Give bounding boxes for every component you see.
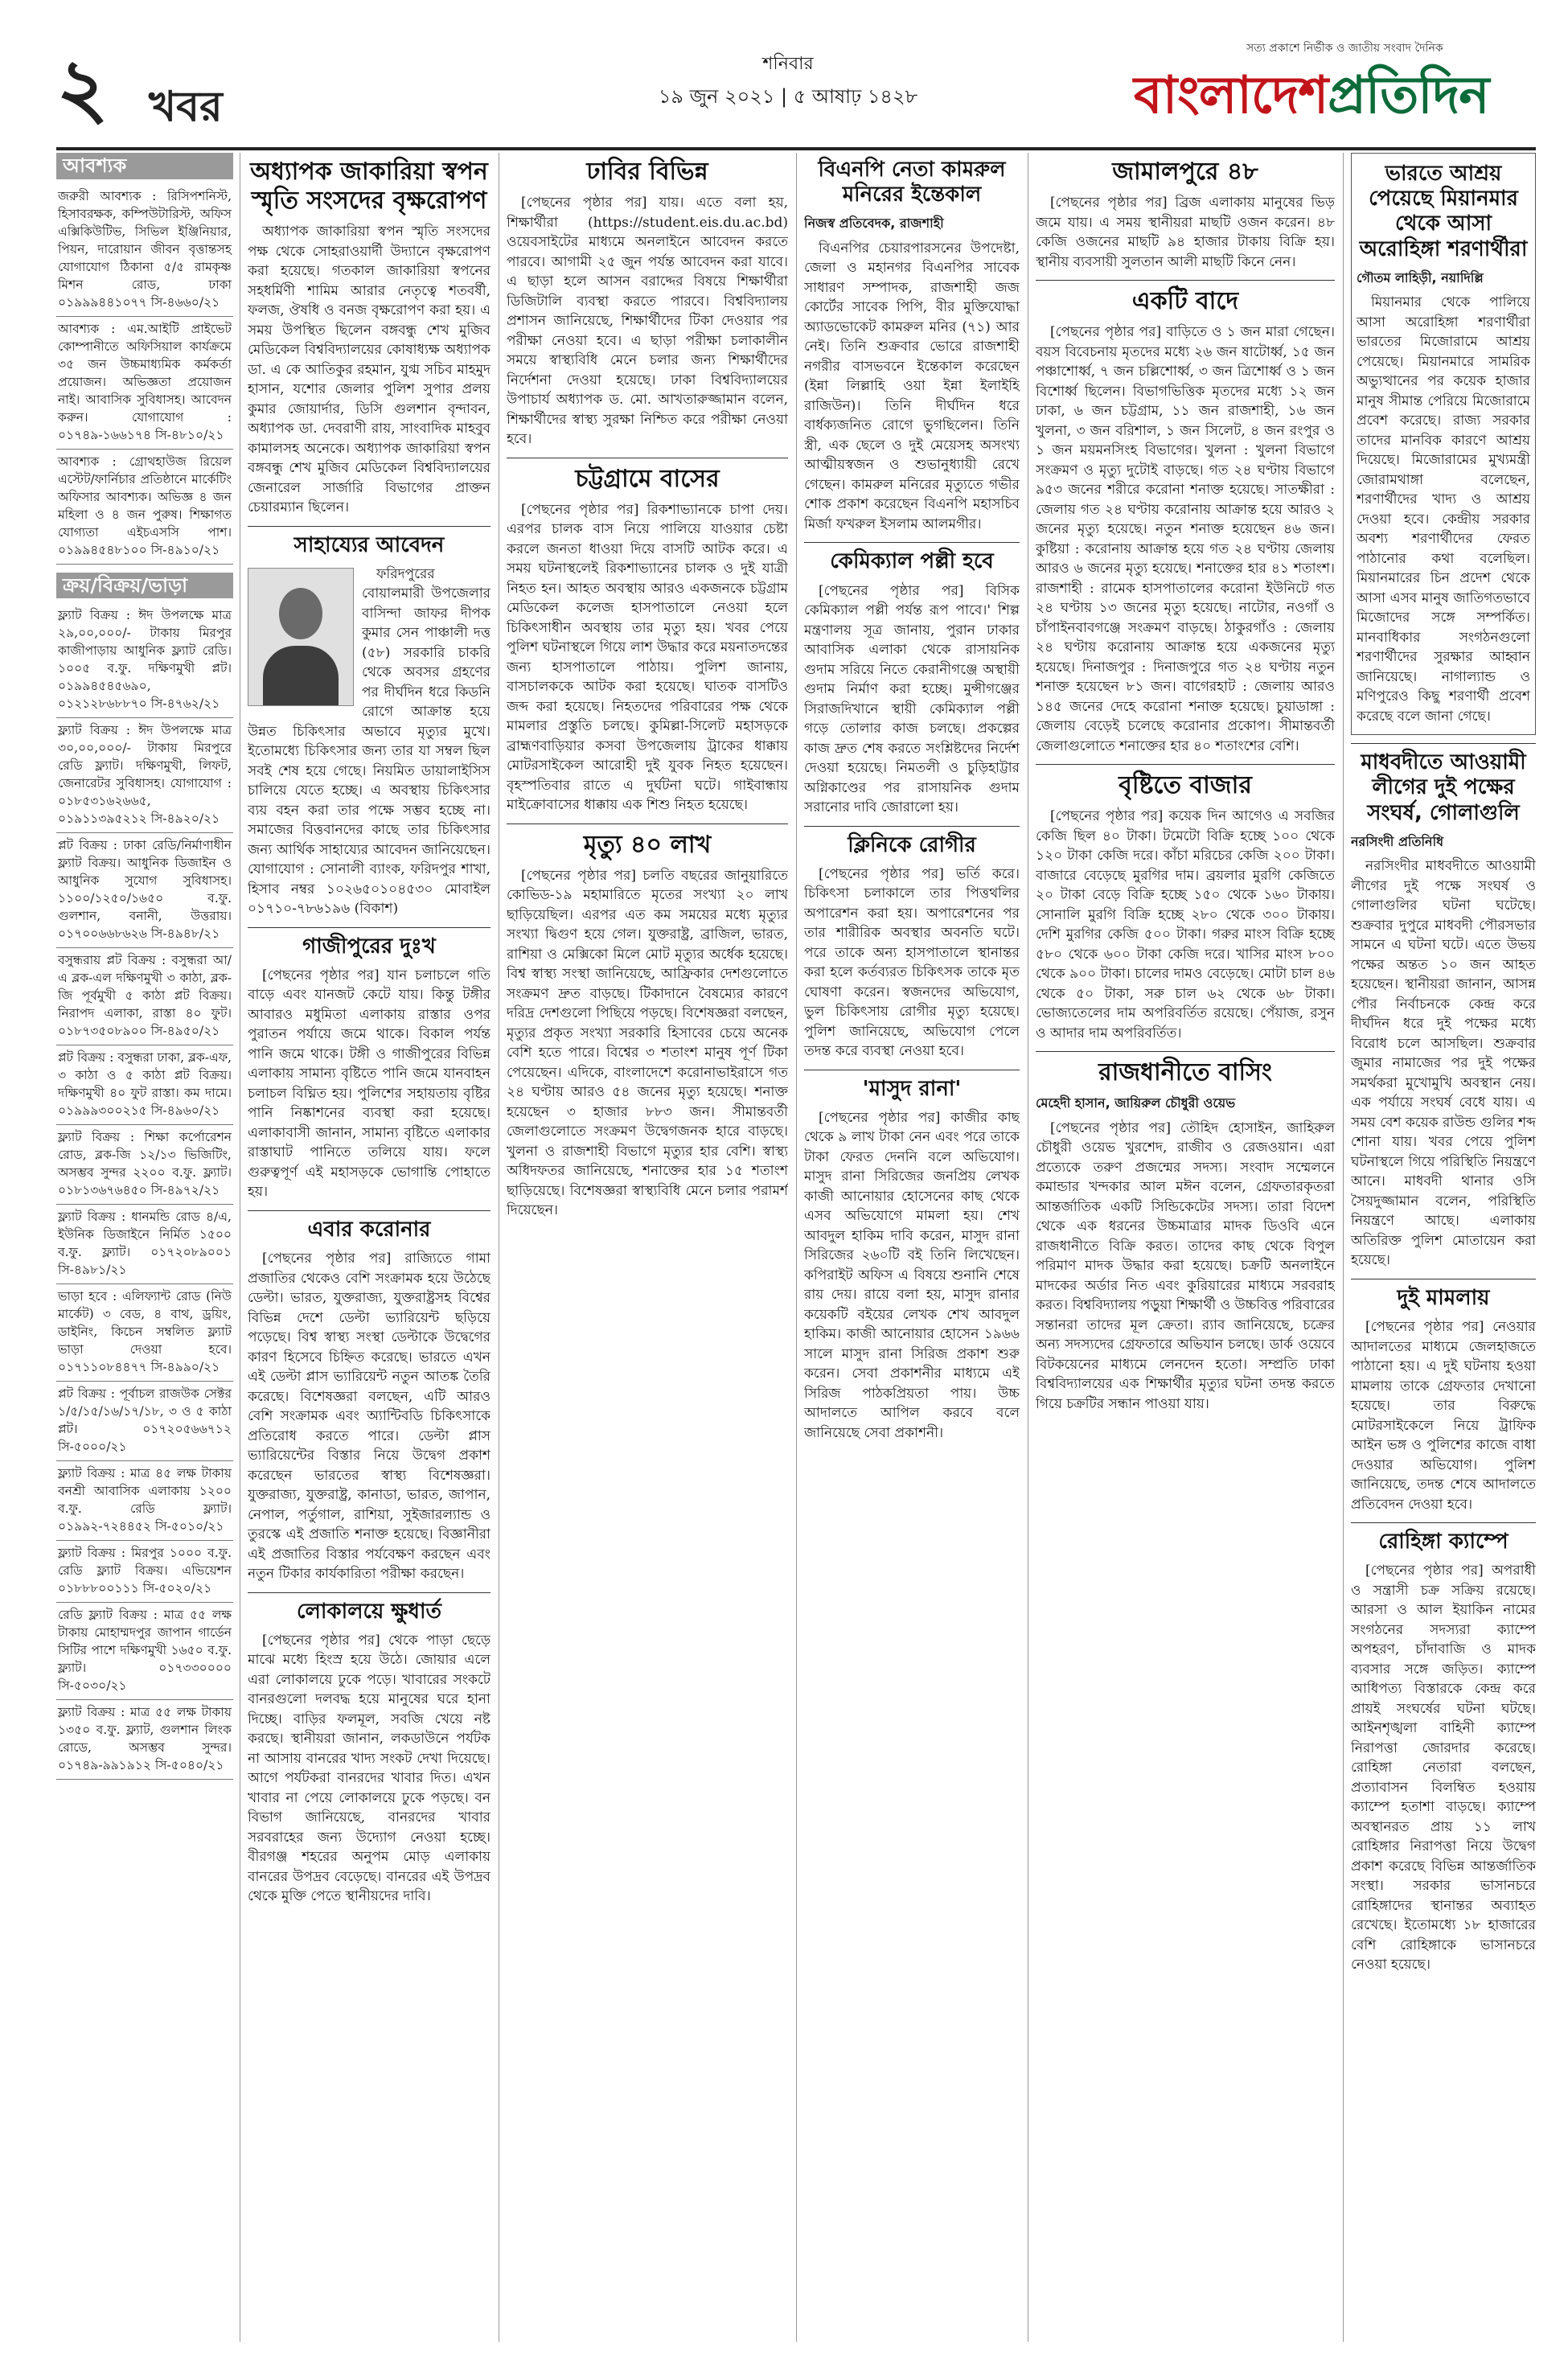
article-body: বিএনপির চেয়ারপারসনের উপদেষ্টা, জেলা ও মহানগর বিএনপির সাবেক সাধারণ সম্পাদক, রাজশাহী জজ কোর্টের সাবেক পিপি, বীর মুক্তিযোদ্ধা অ্যাডভোকেট কামরুল মনির (৭১) আর নেই। তিনি শুক্রবার ভোরে রাজশাহী নগরীর বাসভবনে ইন্তেকাল করেছেন (ইন্না লিল্লাহি ওয়া ইন্না ইলাইহি রাজিউন)। তিনি দীর্ঘদিন ধরে বার্ধক্যজনিত রোগে ভুগছিলেন। তিনি স্ত্রী, এক ছেলে ও দুই মেয়েসহ অসংখ্য আত্মীয়স্বজন ও শুভানুধ্যায়ী রেখে গেছেন। কামরুল মনিরের মৃত্যুতে গভীর শোক প্রকাশ করেছেন বিএনপি মহাসচিব মির্জা ফখরুল ইসলাম আলমগীর। [804, 240, 1020, 532]
logo-green: প্রতিদিন [1328, 66, 1489, 125]
divider [1036, 764, 1335, 765]
headline[interactable]: রোহিঙ্গা ক্যাম্পে [1378, 1530, 1508, 1554]
byline: মেহেদী হাসান, জায়িরুল চৌধুরী ওয়েভ [1036, 1095, 1236, 1111]
article-body: মিয়ানমার থেকে পালিয়ে আসা অরোহিঙ্গা শরণার্থীরা ভারতের মিজোরামে আশ্রয় পেয়েছে। মিয়ানমারে সামরিক অভ্যুত্থানের পর কয়েক হাজার মানুষ সীমান্ত পেরিয়ে মিজোরামে প্রবেশ করেছে। রাজ্য সরকার তাদের মানবিক কারণে আশ্রয় দিয়েছে। মিজোরামের মুখ্যমন্ত্রী জোরামথাঙ্গা বলেছেন, শরণার্থীদের খাদ্য ও আশ্রয় দেওয়া হবে। কেন্দ্রীয় সরকার অবশ্য শরণার্থীদের ফেরত পাঠানোর কথা বলেছিল। মিয়ানমারের চিন প্রদেশ থেকে আসা এসব মানুষ জাতিগতভাবে মিজোদের সঙ্গে সম্পর্কিত। মানবাধিকার সংগঠনগুলো শরণার্থীদের সুরক্ষার আহ্বান জানিয়েছে। নাগাল্যান্ড ও মণিপুরেও কিছু শরণার্থী প্রবেশ করেছে বলে জানা গেছে। [1357, 294, 1530, 725]
headline[interactable]: ঢাবির বিভিন্ন [586, 158, 708, 186]
boxed-story [1351, 153, 1536, 735]
article-body: [পেছনের পৃষ্ঠার পর] রিকশাভ্যানকে চাপা দেয়। এরপর চালক বাস নিয়ে পালিয়ে যাওয়ার চেষ্টা করলে জনতা ধাওয়া দিয়ে বাসটি আটক করে। এ সময় ঘটনাস্থলেই রিকশাভ্যানের চালক ও দুই যাত্রী নিহত হন। আহত অবস্থায় আরও একজনকে চট্টগ্রাম মেডিকেল কলেজ হাসপাতালে নেওয়া হলে চিকিৎসাধীন অবস্থায় তার মৃত্যু হয়। খবর পেয়ে পুলিশ ঘটনাস্থলে গিয়ে লাশ উদ্ধার করে ময়নাতদন্তের জন্য হাসপাতালে পাঠায়। পুলিশ জানায়, বাসচালককে আটক করা হয়েছে। ঘাতক বাসটিও জব্দ করা হয়েছে। নিহতদের পরিবারের পক্ষ থেকে মামলার প্রস্তুতি চলছে। কুমিল্লা-সিলেট মহাসড়কে ব্রাহ্মণবাড়িয়ার কসবা উপজেলায় ট্রাকের ধাক্কায় মোটরসাইকেল আরোহী দুই যুবক নিহত হয়েছেন। বৃহস্পতিবার রাতে এ দুর্ঘটনা ঘটে। গাইবান্ধায় মাইক্রোবাসের ধাক্কায় এক শিশু নিহত হয়েছে। [507, 501, 788, 813]
classified-ad: ফ্ল্যাট বিক্রয় : ঈদ উপলক্ষে মাত্র ২৯,০০,০০০/- টাকায় মিরপুর কাজীপাড়ায় আধুনিক ফ্ল্যাট রেডি। ১০০৫ ব.ফু. দক্ষিণমুখী প্লট। ০১৯৯৪৫৪৫৬৯০, ০১২১২৮৬৮৮৭০ সি-৪৭৬২/২১ [56, 603, 233, 718]
byline: গৌতম লাহিড়ী, নয়াদিল্লি [1357, 269, 1484, 285]
news-column-6 [1351, 153, 1536, 2350]
headline[interactable]: এবার করোনার [307, 1217, 431, 1242]
classified-ad: প্লট বিক্রয় : পূর্বাচল রাজউক সেক্টর ১/৫/১৫/১৬/১৭/১৮, ৩ ও ৫ কাঠা প্লট। ০১৭২০৫৬৬৭১২ সি-৫০০০/২১ [56, 1382, 233, 1461]
classified-ad: ফ্ল্যাট বিক্রয় : শিক্ষা কর্পোরেশন রোড, ব্লক-জি ১২/১৩ ভিজিটিং, অসম্ভব সুন্দর ২২০০ ব.ফু. ফ্ল্যাট। ০১৮১৩৬৭৬৪৫০ সি-৪৯৭২/২১ [56, 1125, 233, 1205]
headline[interactable]: রাজধানীতে বাসিং [1098, 1058, 1272, 1086]
news-column-5 [1036, 153, 1335, 2350]
article-body: [পেছনের পৃষ্ঠার পর] যান চলাচলে গতি বাড়ে এবং যানজট কেটে যায়। কিন্তু টঙ্গীর আবারও মধুমিতা এলাকায় রাস্তার ওপর পুরাতন পর্যায়ে জমে থাকে। বিকাল পর্যন্ত পানি জমে থাকে। টঙ্গী ও গাজীপুরের বিভিন্ন এলাকায় সামান্য বৃষ্টিতে পানি জমে যানবাহন চলাচল বিঘ্নিত হয়। পুলিশের সহায়তায় বৃষ্টির পানি নিষ্কাশনের ব্যবস্থা করা হয়েছে। এলাকাবাসী জানান, সামান্য বৃষ্টিতে এলাকার রাস্তাঘাট পানিতে তলিয়ে যায়। ফলে গুরুত্বপূর্ণ এই মহাসড়কে ভোগান্তি পোহাতে হয়। [248, 967, 491, 1201]
article-body: [পেছনের পৃষ্ঠার পর] নেওয়ার আদালতের মাধ্যমে জেলহাজতে পাঠানো হয়। এ দুই ঘটনায় হওয়া মামলায় তাকে গ্রেফতার দেখানো হয়েছে। তার বিরুদ্ধে মোটরসাইকেলে নিয়ে ট্রাফিক আইন ভঙ্গ ও পুলিশের কাজে বাধা দেওয়ার অভিযোগ। পুলিশ জানিয়েছে, তদন্ত শেষে আদালতে প্রতিবেদন দেওয়া হবে। [1351, 1319, 1536, 1513]
classified-ad: ভাড়া হবে : এলিফ্যান্ট রোড (নিউ মার্কেট) ৩ বেড, ৪ বাথ, ড্রয়িং, ডাইনিং, কিচেন সম্বলিত ফ্ল্যাট ভাড়া দেওয়া হবে। ০১৭১১০৮৪৪৭৭ সি-৪৯৯০/২১ [56, 1284, 233, 1382]
divider [1036, 1051, 1335, 1052]
headline[interactable]: মাধবদীতে আওয়ামী লীগের দুই পক্ষের সংঘর্ষ, গোলাগুলি [1361, 750, 1526, 825]
classified-ad: আবশ্যক : গ্রোথহাউজ রিয়েল এস্টেট/ফার্নিচার প্রতিষ্ঠানে মার্কেটিং অফিসার আবশ্যক। অভিজ্ঞ ৪ জন মহিলা ও ৪ জন পুরুষ। শিক্ষাগত যোগ্যতা এইচএসসি পাশ। ০১৯৯৪৫৪৮১০০ সি-৪৯১০/২১ [56, 450, 233, 565]
divider [248, 1592, 491, 1593]
headline[interactable]: মৃত্যু ৪০ লাখ [583, 830, 712, 859]
classified-ad: প্লট বিক্রয় : ঢাকা রেডি/নির্মাণাধীন ফ্ল্যাট বিক্রয়। আধুনিক ডিজাইন ও আধুনিক সুযোগ সুবিধাসহ। ১১০০/১২৫০/১৬৫০ ব.ফু. গুলশান, বনানী, উত্তরায়। ০১৭০০৬৬৮৬২৬ সি-৪৯৪৮/২১ [56, 833, 233, 948]
headline[interactable]: কেমিক্যাল পল্লী হবে [830, 549, 994, 574]
article-body: [পেছনের পৃষ্ঠার পর] কাজীর কাছ থেকে ৯ লাখ টাকা নেন এবং পরে তাকে টাকা ফেরত দেননি বলে অভিযোগ। মাসুদ রানা সিরিজের জনপ্রিয় লেখক কাজী আনোয়ার হোসেনের কাছ থেকে এসব অভিযোগে মামলা হয়। শেখ আবদুল হাকিম দাবি করেন, মাসুদ রানা সিরিজের ২৬০টি বই তিনি লিখেছেন। কপিরাইট অফিস এ বিষয়ে শুনানি শেষে রায় দেয়। রায়ে বলা হয়, মাসুদ রানার কয়েকটি বইয়ের লেখক শেখ আবদুল হাকিম। কাজী আনোয়ার হোসেন ১৯৬৬ সালে মাসুদ রানা সিরিজ প্রকাশ শুরু করেন। সেবা প্রকাশনীর মাধ্যমে এই সিরিজ পাঠকপ্রিয়তা পায়। উচ্চ আদালতে আপিল করবে বলে জানিয়েছে সেবা প্রকাশনী। [804, 1109, 1020, 1441]
page-number: ২ [56, 41, 109, 135]
classified-ad: আবশ্যক : এম.আইটি প্রাইভেট কোম্পানীতে অফিসিয়াল কার্যক্রমে ৩৫ জন উচ্চমাধ্যমিক কর্মকর্তা প্রয়োজন। অভিজ্ঞতা প্রয়োজন নাই। আবাসিক সুবিধাসহ। আবেদন করুন। যোগাযোগ : ০১৭৪৯-১৬৬১৭৪ সি-৪৮১০/২১ [56, 317, 233, 450]
logo-wordmark [1134, 56, 1488, 142]
article-body: নরসিংদীর মাধবদীতে আওয়ামী লীগের দুই পক্ষে সংঘর্ষ ও গোলাগুলির ঘটনা ঘটেছে। শুক্রবার দুপুরে মাধবদী পৌরসভার সামনে এ ঘটনা ঘটে। এতে উভয় পক্ষের অন্তত ১০ জন আহত হয়েছেন। স্থানীয়রা জানান, আসন্ন পৌর নির্বাচনকে কেন্দ্র করে দীর্ঘদিন ধরে দুই পক্ষের মধ্যে বিরোধ চলে আসছিল। শুক্রবার জুমার নামাজের পর দুই পক্ষের সমর্থকরা মুখোমুখি অবস্থান নেয়। এক পর্যায়ে সংঘর্ষ বেধে যায়। এ সময় বেশ কয়েক রাউন্ড গুলির শব্দ শোনা যায়। খবর পেয়ে পুলিশ ঘটনাস্থলে গিয়ে পরিস্থিতি নিয়ন্ত্রণে আনে। মাধবদী থানার ওসি সৈয়দুজ্জামান বলেন, পরিস্থিতি নিয়ন্ত্রণে আছে। এলাকায় অতিরিক্ত পুলিশ মোতায়েন করা হয়েছে। [1351, 858, 1536, 1269]
section-title: খবর [149, 83, 223, 131]
divider [248, 526, 491, 527]
classified-label-needed: আবশ্যক [56, 153, 233, 179]
masthead [0, 0, 1568, 149]
headline[interactable]: বিএনপি নেতা কামরুল মনিরের ইন্তেকাল [818, 158, 1006, 207]
classified-ad: ফ্ল্যাট বিক্রয় : মাত্র ৪৫ লক্ষ টাকায় বনশ্রী আবাসিক এলাকায় ১২০০ ব.ফু. রেডি ফ্ল্যাট। ০১৯৯২-৭২৪৪৫২ সি-৫০১০/২১ [56, 1461, 233, 1541]
newspaper-logo[interactable] [1134, 39, 1536, 151]
classified-ad: ফ্ল্যাট বিক্রয় : মাত্র ৫৫ লক্ষ টাকায় ১৩৫০ ব.ফু. ফ্ল্যাট, গুলশান লিংক রোডে, অসম্ভব সুন্দর। ০১৭৪৯-৯৯১৯১২ সি-৫০৪০/২১ [56, 1700, 233, 1780]
logo-red: বাংলাদেশ [1134, 66, 1328, 125]
classified-ad: ফ্ল্যাট বিক্রয় : ধানমন্ডি রোড ৪/এ, ইউনিক ডিজাইনে নির্মিত ১৫০০ ব.ফু. ফ্ল্যাট। ০১৭২০৮৯০০১ সি-৪৯৮১/২১ [56, 1205, 233, 1284]
classified-label-sale: ক্রয়/বিক্রয়/ভাড়া [56, 573, 233, 599]
divider [1351, 743, 1536, 744]
headline[interactable]: বৃষ্টিতে বাজার [1119, 771, 1252, 799]
classified-ad: প্লট বিক্রয় : বসুন্ধরা ঢাকা, ব্লক-এফ, ৩ কাঠা ও ৫ কাঠা প্লট বিক্রয়। দক্ষিণমুখী ৪০ ফুট রাস্তা। কম দামে। ০১৯৯৯৩০০২১৫ সি-৪৯৬০/২১ [56, 1045, 233, 1125]
photo-body [263, 646, 339, 705]
byline: নরসিংদী প্রতিনিধি [1351, 833, 1444, 849]
headline[interactable]: সাহায্যের আবেদন [293, 532, 445, 557]
article-body: [পেছনের পৃষ্ঠার পর] যায়। এতে বলা হয়, শিক্ষার্থীরা (https://student.eis.du.ac.bd) ওয়েবসাইটের মাধ্যমে অনলাইনে আবেদন করতে পারবে। আগামী ২৫ জুন পর্যন্ত আবেদন করা যাবে। এ ছাড়া হলে আসন বরাদ্দের বিষয়ে শিক্ষার্থীরা ডিজিটালি ব্যবস্থা করতে পারবে। বিশ্ববিদ্যালয় প্রশাসন জানিয়েছে, শিক্ষার্থীদের টিকা দেওয়ার পর পরীক্ষা নেওয়া হবে। এ ছাড়া পরীক্ষা চলাকালীন সময়ে স্বাস্থ্যবিধি মেনে চলার জন্য শিক্ষার্থীদের নির্দেশনা দেওয়া হয়েছে। ঢাকা বিশ্ববিদ্যালয়ের উপাচার্য অধ্যাপক ড. মো. আখতারুজ্জামান বলেন, শিক্ষার্থীদের স্বাস্থ্য সুরক্ষা নিশ্চিত করে পরীক্ষা নেওয়া হবে। [507, 195, 788, 447]
photo-face [279, 588, 322, 639]
person-photo [248, 568, 354, 706]
article-body: [পেছনের পৃষ্ঠার পর] অপরাধী ও সন্ত্রাসী চক্র সক্রিয় রয়েছে। আরসা ও আল ইয়াকিন নামের সংগঠনের সদস্যরা ক্যাম্পে অপহরণ, চাঁদাবাজি ও মাদক ব্যবসার সঙ্গে জড়িত। ক্যাম্পে আধিপত্য বিস্তারকে কেন্দ্র করে প্রায়ই সংঘর্ষের ঘটনা ঘটছে। আইনশৃঙ্খলা বাহিনী ক্যাম্পে নিরাপত্তা জোরদার করেছে। রোহিঙ্গা নেতারা বলছেন, প্রত্যাবাসন বিলম্বিত হওয়ায় ক্যাম্পে হতাশা বাড়ছে। ক্যাম্পে অবস্থানরত প্রায় ১১ লাখ রোহিঙ্গার নিরাপত্তা নিয়ে উদ্বেগ প্রকাশ করেছে বিভিন্ন আন্তর্জাতিক সংস্থা। সরকার ভাসানচরে রোহিঙ্গাদের স্থানান্তর অব্যাহত রেখেছে। ইতোমধ্যে ১৮ হাজারের বেশি রোহিঙ্গাকে ভাসানচরে নেওয়া হয়েছে। [1351, 1563, 1536, 1974]
divider [248, 1210, 491, 1211]
headline[interactable]: গাজীপুরের দুঃখ [302, 934, 436, 959]
divider [248, 927, 491, 928]
news-column-3 [507, 153, 788, 2350]
classified-ad: ফ্ল্যাট বিক্রয় : মিরপুর ১০০০ ব.ফু. রেডি ফ্ল্যাট বিক্রয়। এভিয়েশন ০১৮৮৮০০১১১ সি-৫০২০/২১ [56, 1541, 233, 1603]
article-body: [পেছনের পৃষ্ঠার পর] থেকে পাড়া ছেড়ে মাঝে মধ্যে হিংস্র হয়ে উঠে। জোয়ার এলে এরা লোকালয়ে ঢুকে পড়ে। খাবারের সংকটে বানরগুলো দলবদ্ধ হয়ে মানুষের ঘরে হানা দিচ্ছে। বাড়ির ফলমূল, সবজি খেয়ে নষ্ট করছে। স্থানীয়রা জানান, লকডাউনে পর্যটক না আসায় বানরের খাদ্য সংকট দেখা দিয়েছে। আগে পর্যটকরা বানরদের খাবার দিত। এখন খাবার না পেয়ে লোকালয়ে ঢুকে পড়ছে। বন বিভাগ জানিয়েছে, বানরদের খাবার সরবরাহের জন্য উদ্যোগ নেওয়া হচ্ছে। বীরগঞ্জ শহরের অনুপম মোড় এলাকায় বানরের উপদ্রব বেড়েছে। বানরের এই উপদ্রব থেকে মুক্তি পেতে স্থানীয়দের দাবি। [248, 1632, 491, 1905]
classified-ad: বসুন্ধরায় প্লট বিক্রয় : বসুন্ধরা আ/এ ব্লক-এল দক্ষিণমুখী ৩ কাঠা, ব্লক-জি পূর্বমুখী ৫ কাঠা প্লট বিক্রয়। নিরাপদ এলাকা, রাস্তা ৪০ ফুট। ০১৮৭৩৫০৮৯০০ সি-৪৯৫০/২১ [56, 948, 233, 1045]
article-body: [পেছনের পৃষ্ঠার পর] রাজ্যিতে গামা প্রজাতির থেকেও বেশি সংক্রামক হয়ে উঠেছে ডেল্টা। ভারত, যুক্তরাজ্য, যুক্তরাষ্ট্রসহ বিশ্বের বিভিন্ন দেশে ডেল্টা ভ্যারিয়েন্ট ছড়িয়ে পড়েছে। বিশ্ব স্বাস্থ্য সংস্থা ডেল্টাকে উদ্বেগের কারণ হিসেবে চিহ্নিত করেছে। ভারতে এখন এই ডেল্টা প্লাস ভ্যারিয়েন্ট নতুন আতঙ্ক তৈরি করেছে। বিশেষজ্ঞরা বলছেন, এটি আরও বেশি সংক্রামক এবং অ্যান্টিবডি চিকিৎসাকে প্রতিরোধ করতে পারে। ডেল্টা প্লাস ভ্যারিয়েন্টের বিস্তার নিয়ে উদ্বেগ প্রকাশ করেছেন ভারতের স্বাস্থ্য বিশেষজ্ঞরা। যুক্তরাজ্য, যুক্তরাষ্ট্র, কানাডা, ভারত, জাপান, নেপাল, পর্তুগাল, রাশিয়া, সুইজারল্যান্ড ও তুরস্কে এই প্রজাতি শনাক্ত হয়েছে। বিজ্ঞানীরা এই প্রজাতির বিস্তার পর্যবেক্ষণ করছেন এবং নতুন টিকার কার্যকারিতা পরীক্ষা করছেন। [248, 1251, 491, 1583]
day-label: শনিবার [762, 54, 814, 74]
headline[interactable]: জামালপুরে ৪৮ [1112, 158, 1258, 186]
article-body: [পেছনের পৃষ্ঠার পর] বিসিক কেমিক্যাল পল্লী পর্যন্ত রূপ পাবে।' শিল্প মন্ত্রণালয় সূত্র জানায়, পুরান ঢাকার আবাসিক এলাকা থেকে রাসায়নিক গুদাম সরিয়ে নিতে কেরানীগঞ্জে অস্থায়ী গুদাম নির্মাণ করা হচ্ছে। মুন্সীগঞ্জের সিরাজদিখানে স্থায়ী কেমিক্যাল পল্লী গড়ে তোলার কাজ চলছে। প্রকল্পের কাজ দ্রুত শেষ করতে সংশ্লিষ্টদের নির্দেশ দেওয়া হয়েছে। নিমতলী ও চুড়িহাট্টার অগ্নিকাণ্ডের পর রাসায়নিক গুদাম সরানোর দাবি জোরালো হয়। [804, 582, 1020, 816]
byline: নিজস্ব প্রতিবেদক, রাজশাহী [804, 216, 944, 232]
divider [1351, 1522, 1536, 1523]
article-body: [পেছনের পৃষ্ঠার পর] কয়েক দিন আগেও এ সবজির কেজি ছিল ৪০ টাকা। টমেটো বিক্রি হচ্ছে ১০০ থেকে ১২০ টাকা কেজি দরে। কাঁচা মরিচের কেজি ২০০ টাকা। বাজারে বেড়েছে মুরগির দাম। ব্রয়লার মুরগি কেজিতে ২০ টাকা বেড়ে বিক্রি হচ্ছে ১৫০ থেকে ১৬০ টাকায়। সোনালি মুরগি বিক্রি হচ্ছে ২৮০ থেকে ৩০০ টাকায়। দেশি মুরগির কেজি ৫০০ টাকা। গরুর মাংস বিক্রি হচ্ছে ৫৮০ থেকে ৬০০ টাকা কেজি দরে। খাসির মাংস ৮০০ থেকে ৯০০ টাকা। চালের দামও বেড়েছে। মোটা চাল ৪৬ থেকে ৫০ টাকা, সরু চাল ৬২ থেকে ৬৮ টাকা। ভোজ্যতেলের দাম অপরিবর্তিত রয়েছে। পেঁয়াজ, রসুন ও আদার দাম অপরিবর্তিত। [1036, 808, 1335, 1041]
article-body: [পেছনের পৃষ্ঠার পর] ভর্তি করে। চিকিৎসা চলাকালে তার পিত্তথলির অপারেশন করা হয়। অপারেশনের পর তার শারীরিক অবস্থার অবনতি ঘটে। পরে তাকে অন্য হাসপাতালে স্থানান্তর করা হলে কর্তব্যরত চিকিৎসক তাকে মৃত ঘোষণা করেন। স্বজনদের অভিযোগ, ভুল চিকিৎসায় রোগীর মৃত্যু হয়েছে। পুলিশ জানিয়েছে, অভিযোগ পেলে তদন্ত করে ব্যবস্থা নেওয়া হবে। [804, 865, 1020, 1060]
headline[interactable]: ভারতে আশ্রয় পেয়েছে মিয়ানমার থেকে আসা অরোহিঙ্গা শরণার্থীরা [1359, 162, 1528, 261]
date-label: ১৯ জুন ২০২১ | ৫ আষাঢ় ১৪২৮ [658, 85, 918, 108]
article-body: [পেছনের পৃষ্ঠার পর] ব্রিজ এলাকায় মানুষের ভিড় জমে যায়। এ সময় স্থানীয়রা মাছটি ওজন করেন। ৪৮ কেজি ওজনের মাছটি ৯৪ হাজার টাকায় বিক্রি হয়। স্থানীয় ব্যবসায়ী সুলতান আলী মাছটি কিনে নেন। [1036, 195, 1335, 270]
classifieds-column [56, 153, 233, 2350]
headline[interactable]: ক্লিনিকে রোগীর [848, 832, 976, 857]
classified-ad: জরুরী আবশ্যক : রিসিপশনিস্ট, হিসাবরক্ষক, কম্পিউটারিস্ট, অফিস এক্সিকিউটিভ, সিভিল ইঞ্জিনিয়ার, পিয়ন, দারোয়ান জীবন বৃত্তান্তসহ যোগাযোগ ঠিকানা ৫/৫ রামকৃষ্ণ মিশন রোড, ঢাকা ০১৯৯৯৪৪১০৭৭ সি-৪৬৬০/২১ [56, 184, 233, 317]
divider [804, 542, 1020, 543]
headline[interactable]: লোকালয়ে ক্ষুধার্ত [296, 1599, 442, 1624]
headline[interactable]: দুই মামলায় [1397, 1285, 1490, 1310]
classified-ad: রেডি ফ্ল্যাট বিক্রয় : মাত্র ৫৫ লক্ষ টাকায় মোহাম্মদপুর জাপান গার্ডেন সিটির পাশে দক্ষিণমুখী ১৬৫০ ব.ফু. ফ্ল্যাট। ০১৭৩৩০০০০ সি-৫০৩০/২১ [56, 1603, 233, 1700]
classified-ad: ফ্ল্যাট বিক্রয় : ঈদ উপলক্ষে মাত্র ৩০,০০,০০০/- টাকায় মিরপুরে রেডি ফ্ল্যাট। দক্ষিণমুখী, লিফট, জেনারেটর সুবিধাসহ। যোগাযোগ : ০১৮৫৩১৬২৬৬৫, ০১৯১১৩৯৫২১২ সি-৪৯২০/২১ [56, 718, 233, 833]
headline[interactable]: অধ্যাপক জাকারিয়া স্বপন স্মৃতি সংসদের বৃক্ষরোপণ [250, 158, 488, 215]
header-rule [56, 147, 1536, 150]
column-divider [1343, 153, 1344, 2342]
article-body: অধ্যাপক জাকারিয়া স্বপন স্মৃতি সংসদের পক্ষ থেকে সোহরাওয়ার্দী উদ্যানে বৃক্ষরোপণ করা হয়েছে। গতকাল জাকারিয়া স্বপনের সহধর্মিণী শামিম আরার নেতৃত্বে শতবর্ষী, ফলজ, ঔষধি ও বনজ বৃক্ষরোপণ করা হয়। এ সময় উপস্থিত ছিলেন বঙ্গবন্ধু শেখ মুজিব মেডিকেল বিশ্ববিদ্যালয়ের কোষাধ্যক্ষ অধ্যাপক ডা. এ কে আতিকুর রহমান, যুগ্ম সচিব মাহমুদ হাসান, যশোর জেলার পুলিশ সুপার প্রলয় কুমার জোয়ার্দার, ডিসি গুলশান বৃন্দাবন, অধ্যাপক ডা. দেবরাণী রায়, সাংবাদিক মাহবুব কামালসহ অনেকে। অধ্যাপক জাকারিয়া স্বপন বঙ্গবন্ধু শেখ মুজিব মেডিকেল বিশ্ববিদ্যালয়ের জেনারেল সার্জারি বিভাগের প্রাক্তন চেয়ারম্যান ছিলেন। [248, 224, 491, 515]
column-divider [796, 153, 797, 2342]
headline[interactable]: একটি বাদে [1131, 287, 1239, 315]
headline[interactable]: 'মাসুদ রানা' [862, 1076, 962, 1101]
article-body: ফরিদপুরের বোয়ালমারী উপজেলার বাসিন্দা জাফর দীপক কুমার সেন পাঞ্চালী দত্ত (৫৮) সরকারি চাকরি থেকে অবসর গ্রহণের পর দীর্ঘদিন ধরে কিডনি রোগে আক্রান্ত হয়ে উন্নত চিকিৎসার অভাবে মৃত্যুর মুখে। ইতোমধ্যে চিকিৎসার জন্য তার যা সম্বল ছিল সবই শেষ হয়ে গেছে। নিয়মিত ডায়ালাইসিস চালিয়ে যেতে হচ্ছে। এ অবস্থায় চিকিৎসার ব্যয় বহন করা তার পক্ষে সম্ভব হচ্ছে না। সমাজের বিত্তবানদের কাছে তার চিকিৎসার জন্য আর্থিক সাহায্যের আবেদন জানিয়েছেন। যোগাযোগ : সোনালী ব্যাংক, ফরিদপুর শাখা, হিসাব নম্বর ১০২৬৫০১০৪৫৩০ মোবাইল ০১৭১০-৭৮৬১৯৬ (বিকাশ) [248, 565, 491, 918]
article-body: [পেছনের পৃষ্ঠার পর] বাড়িতে ও ১ জন মারা গেছেন। বয়স বিবেচনায় মৃতদের মধ্যে ২৬ জন ষাটোর্ধ্ব, ১৫ জন পঞ্চাশোর্ধ্ব, ৭ জন চল্লিশোর্ধ্ব, ৩ জন ত্রিশোর্ধ্ব ও ১ জন বিশোর্ধ্ব ছিলেন। বিভাগভিত্তিক মৃতদের মধ্যে ১২ জন ঢাকা, ৬ জন চট্টগ্রাম, ১১ জন রাজশাহী, ১৬ জন খুলনা, ৩ জন বরিশাল, ১ জন সিলেট, ৪ জন রংপুর ও ১ জন ময়মনসিংহ বিভাগের। খুলনা : খুলনা বিভাগে সংক্রমণ ও মৃত্যু দুটোই বাড়ছে। গত ২৪ ঘণ্টায় বিভাগে ৯৫৩ জনের শরীরে করোনা শনাক্ত হয়েছে। সাতক্ষীরা : জেলায় গত ২৪ ঘণ্টায় করোনায় আক্রান্ত হয়ে আরও ২ জনের মৃত্যু হয়েছে। নতুন শনাক্ত হয়েছেন ৪৬ জন। কুষ্টিয়া : করোনায় আক্রান্ত হয়ে গত ২৪ ঘণ্টায় জেলায় আরও ৬ জনের মৃত্যু হয়েছে। শনাক্তের হার ৪১ শতাংশ। রাজশাহী : রামেক হাসপাতালের করোনা ইউনিটে গত ২৪ ঘণ্টায় ১৩ জনের মৃত্যু হয়েছে। নাটোর, নওগাঁ ও চাঁপাইনবাবগঞ্জে সংক্রমণ বাড়ছে। ঠাকুরগাঁও : জেলায় ২৪ ঘণ্টায় করোনায় আক্রান্ত হয়ে একজনের মৃত্যু হয়েছে। দিনাজপুর : দিনাজপুরে গত ২৪ ঘণ্টায় নতুন শনাক্ত হয়েছেন ৮১ জন। বাগেরহাট : জেলায় আরও ১৪৫ জনের দেহে করোনা শনাক্ত হয়েছে। চুয়াডাঙ্গা : জেলায় বেড়েই চলেছে করোনার প্রকোপ। সীমান্তবর্তী জেলাগুলোতে শনাক্তের হার ৪০ শতাংশের বেশি। [1036, 324, 1335, 754]
divider [804, 826, 1020, 827]
news-column-2 [248, 153, 491, 2350]
divider [1036, 280, 1335, 281]
headline[interactable]: চট্টগ্রামে বাসের [575, 464, 720, 493]
news-column-4 [804, 153, 1020, 2350]
logo-tagline: সত্য প্রকাশে নির্ভীক ও জাতীয় সংবাদ দৈনিক [1246, 42, 1443, 55]
article-body: [পেছনের পৃষ্ঠার পর] তৌহিদ হোসাইন, জাহিরুল চৌধুরী ওয়েভ খুরশেদ, রাজীব ও রেজওয়ান। এরা প্রত্যেকে তরুণ প্রজন্মের সদস্য। সংবাদ সম্মেলনে কমান্ডার খন্দকার আল মঈন বলেন, গ্রেফতারকৃতরা আন্তর্জাতিক একটি সিন্ডিকেটের সদস্য। তারা বিদেশ থেকে এক ধরনের উচ্চমাত্রার মাদক ডিওবি এনে রাজধানীতে বিক্রি করত। তাদের কাছ থেকে বিপুল পরিমাণ মাদক উদ্ধার করা হয়েছে। চক্রটি অনলাইনে মাদকের অর্ডার নিত এবং কুরিয়ারের মাধ্যমে সরবরাহ করত। বিশ্ববিদ্যালয় পড়ুয়া শিক্ষার্থী ও উচ্চবিত্ত পরিবারের সন্তানরা তাদের মূল ক্রেতা। র‌্যাব জানিয়েছে, চক্রের অন্য সদস্যদের গ্রেফতারে অভিযান চলছে। ডার্ক ওয়েবে বিটকয়েনের মাধ্যমে লেনদেন হতো। সম্প্রতি ঢাকা বিশ্ববিদ্যালয়ের এক শিক্ষার্থীর মৃত্যুর ঘটনা তদন্ত করতে গিয়ে চক্রটির সন্ধান পাওয়া যায়। [1036, 1119, 1335, 1412]
article-body: [পেছনের পৃষ্ঠার পর] চলতি বছরের জানুয়ারিতে কোভিড-১৯ মহামারিতে মৃতের সংখ্যা ২০ লাখ ছাড়িয়েছিল। এরপর এত কম সময়ের মধ্যে মৃত্যুর সংখ্যা দ্বিগুণ হয়ে গেল। যুক্তরাষ্ট্র, ব্রাজিল, ভারত, রাশিয়া ও মেক্সিকো মিলে মোট মৃত্যুর অর্ধেক হয়েছে। বিশ্ব স্বাস্থ্য সংস্থা জানিয়েছে, আফ্রিকার দেশগুলোতে সংক্রমণ দ্রুত বাড়ছে। টিকাদানে বৈষম্যের কারণে দরিদ্র দেশগুলো পিছিয়ে পড়ছে। বিশেষজ্ঞরা বলছেন, মৃত্যুর প্রকৃত সংখ্যা সরকারি হিসাবের চেয়ে অনেক বেশি হতে পারে। বিশ্বের ৩ শতাংশ মানুষ পূর্ণ টিকা পেয়েছেন। এদিকে, বাংলাদেশে করোনাভাইরাসে গত ২৪ ঘণ্টায় আরও ৫৪ জনের মৃত্যু হয়েছে। শনাক্ত হয়েছেন ৩ হাজার ৮৮৩ জন। সীমান্তবর্তী জেলাগুলোতে সংক্রমণ উদ্বেগজনক হারে বাড়ছে। খুলনা ও রাজশাহী বিভাগে মৃত্যুর হার বেশি। স্বাস্থ্য অধিদফতর জানিয়েছে, শনাক্তের হার ১৫ শতাংশ ছাড়িয়েছে। বিশেষজ্ঞরা স্বাস্থ্যবিধি মেনে চলার পরামর্শ দিয়েছেন। [507, 867, 788, 1218]
